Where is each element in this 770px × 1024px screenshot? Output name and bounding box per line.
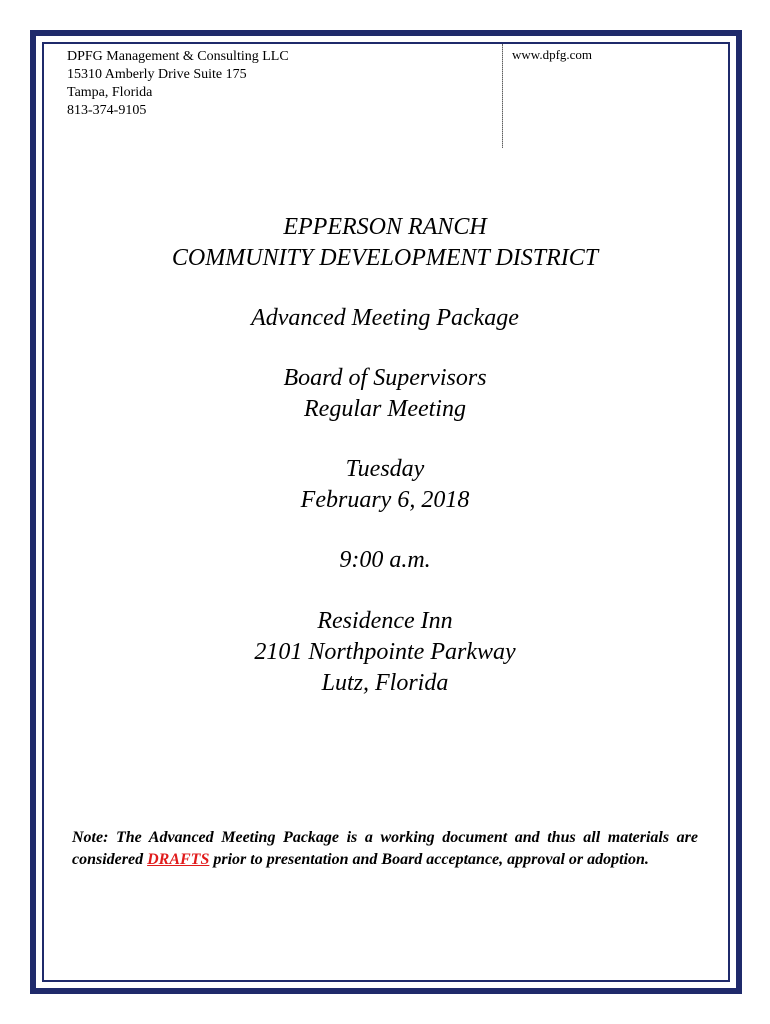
drafts-highlight: DRAFTS [147,851,210,868]
meeting-date: February 6, 2018 [300,487,470,513]
meeting-type: Regular Meeting [304,396,466,422]
note-text-before: Note: The Advanced Meeting Package is a working document and thus all materials are considered [72,829,698,868]
website-link[interactable]: www.dpfg.com [512,47,593,62]
board-name: Board of Supervisors [283,365,487,391]
meeting-time: 9:00 a.m. [339,547,431,573]
street-address: 15310 Amberly Drive Suite 175 [67,67,247,82]
venue-name: Residence Inn [317,608,453,634]
city-state: Tampa, Florida [67,85,153,100]
meeting-day: Tuesday [345,456,425,482]
district-name-line1: EPPERSON RANCH [283,214,487,240]
drafts-note [72,827,698,871]
cover-title-block [0,212,770,699]
package-title: Advanced Meeting Package [251,305,519,331]
venue-city: Lutz, Florida [321,670,449,696]
phone-number: 813-374-9105 [67,103,147,118]
letterhead-divider [502,44,503,148]
venue-address: 2101 Northpointe Parkway [254,639,516,665]
district-name-line2: COMMUNITY DEVELOPMENT DISTRICT [171,245,599,271]
company-name: DPFG Management & Consulting LLC [67,49,289,64]
letterhead-address [67,48,289,120]
note-text-after: prior to presentation and Board acceptance, approval or adoption. [209,851,649,868]
